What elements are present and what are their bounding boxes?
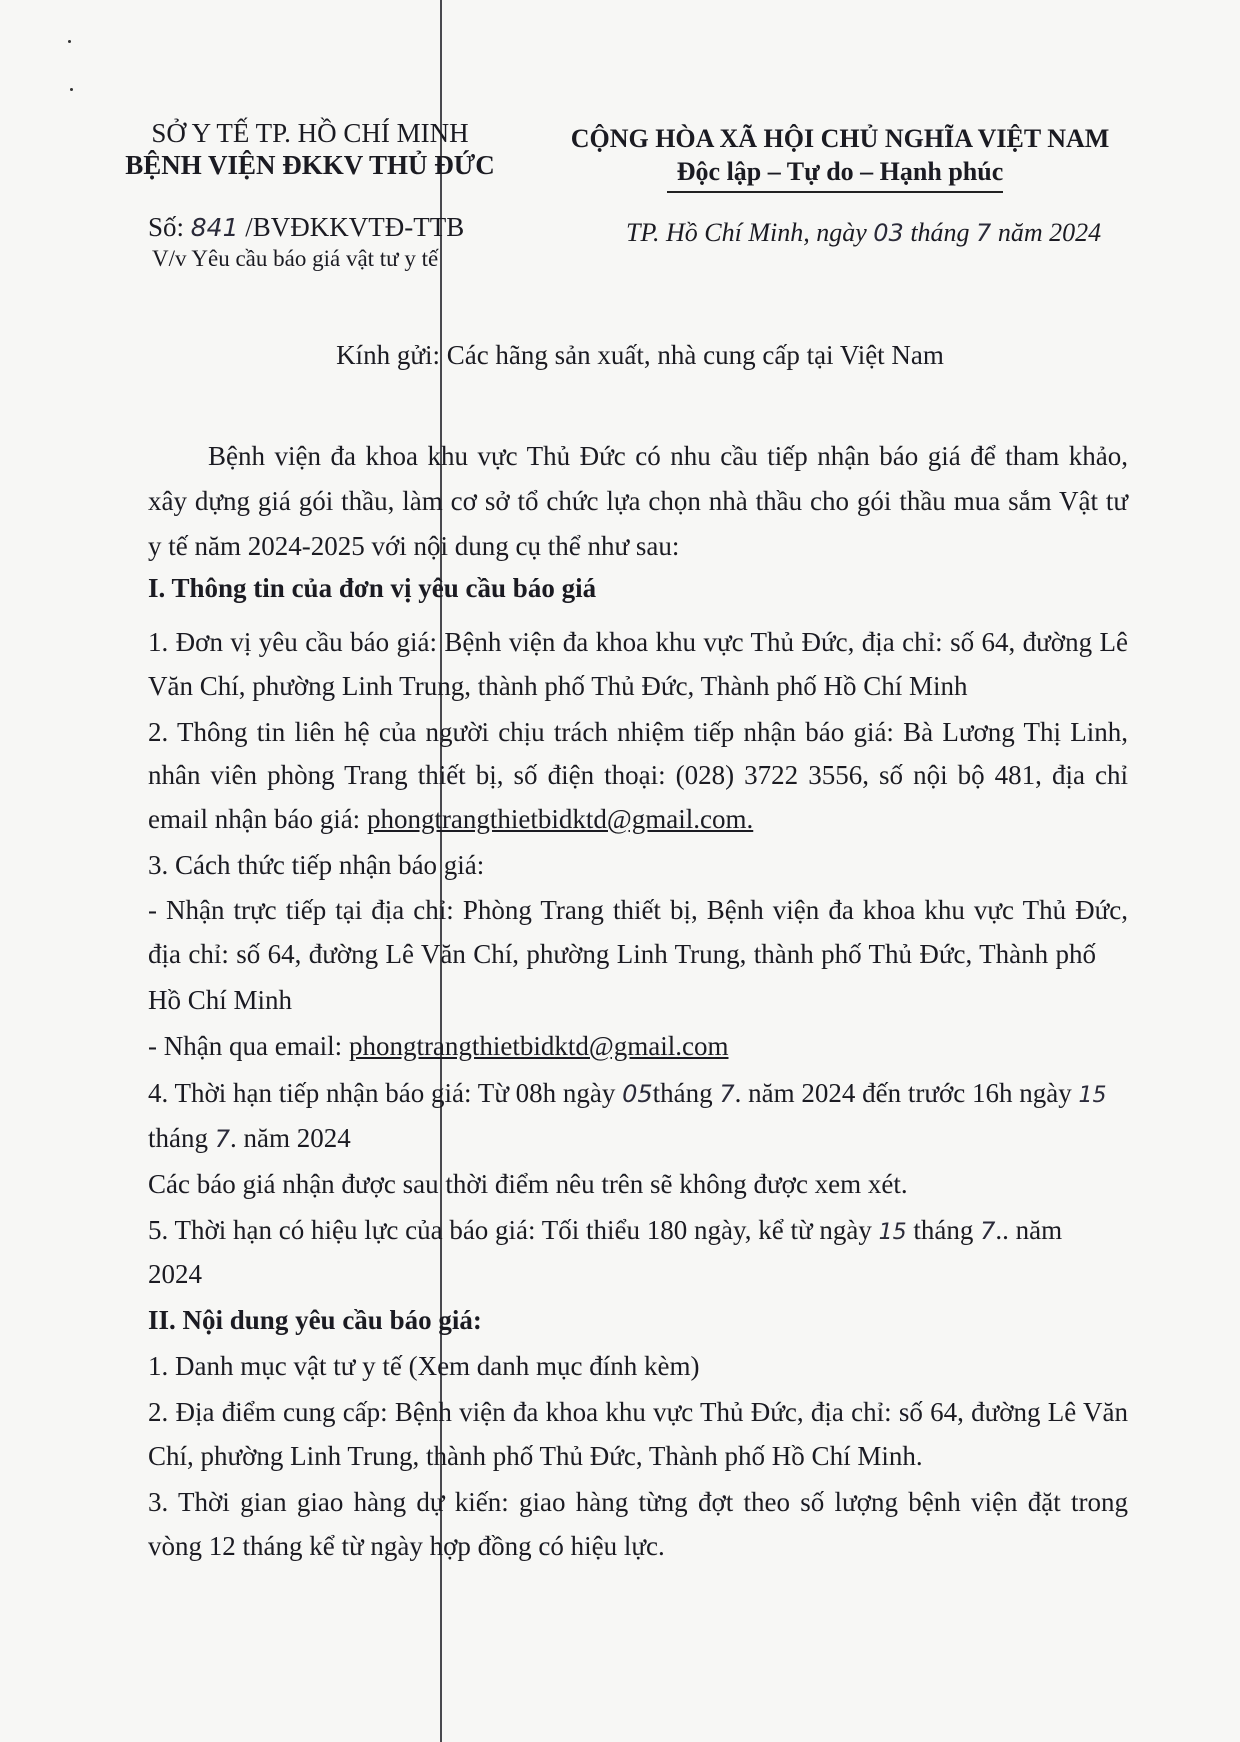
date-day-handwritten: 03	[873, 219, 904, 247]
intro-line-2: xây dựng giá gói thầu, làm cơ sở tổ chức lựa chọn nhà thầu cho gói thầu mua sắm Vật tư	[148, 486, 1128, 516]
date-month-handwritten: 7	[976, 219, 992, 247]
s1-item4-line2	[148, 1116, 1128, 1162]
number-prefix: Số:	[148, 212, 185, 242]
item5-month-handwritten: 7	[980, 1217, 996, 1245]
section-1-heading: I. Thông tin của đơn vị yêu cầu báo giá	[148, 573, 597, 603]
number-handwritten: 841	[190, 213, 239, 242]
s1-item3-direct-line1: - Nhận trực tiếp tại địa chỉ: Phòng Trang thiết bị, Bệnh viện đa khoa khu vực Thủ Đức,	[148, 895, 1128, 925]
email-label: email nhận báo giá:	[148, 804, 367, 834]
s1-item2-line1: 2. Thông tin liên hệ của người chịu trách nhiệm tiếp nhận báo giá: Bà Lương Thị Linh,	[148, 717, 1128, 747]
item5-text-c: .. năm	[995, 1215, 1063, 1245]
s1-item3-direct-line3: Hồ Chí Minh	[148, 985, 293, 1015]
number-suffix: /BVĐKKVTĐ-TTB	[245, 212, 465, 242]
item4-month1-handwritten: 7	[719, 1080, 735, 1108]
s1-item2-line3	[148, 797, 1128, 842]
department-name: SỞ Y TẾ TP. HỒ CHÍ MINH	[151, 118, 469, 148]
item5-text-b: tháng	[913, 1215, 974, 1245]
s1-item1-line2: Văn Chí, phường Linh Trung, thành phố Thủ Đức, Thành phố Hồ Chí Minh	[148, 671, 968, 701]
item4-text-b: tháng	[652, 1078, 713, 1108]
intro-line-1: Bệnh viện đa khoa khu vực Thủ Đức có nhu cầu tiếp nhận báo giá để tham khảo,	[208, 441, 1128, 471]
item4-text-d: tháng	[148, 1123, 208, 1153]
s1-item3: 3. Cách thức tiếp nhận báo giá:	[148, 850, 485, 880]
item5-day-handwritten: 15	[878, 1220, 907, 1245]
item4-text-a: 4. Thời hạn tiếp nhận báo giá: Từ 08h ngày	[148, 1078, 616, 1108]
s2-item3-line2: vòng 12 tháng kể từ ngày hợp đồng có hiệu lực.	[148, 1531, 665, 1561]
item4-month2-handwritten: 7	[214, 1125, 231, 1153]
item4-text-c: . năm 2024 đến trước 16h ngày	[734, 1078, 1072, 1108]
s2-item2-line1: 2. Địa điểm cung cấp: Bệnh viện đa khoa khu vực Thủ Đức, địa chỉ: số 64, đường Lê Văn	[148, 1397, 1128, 1427]
s1-item2-line2: nhân viên phòng Trang thiết bị, số điện thoại: (028) 3722 3556, số nội bộ 481, địa chỉ	[148, 760, 1128, 790]
date-month-label: tháng	[910, 218, 970, 247]
scan-dot	[68, 40, 71, 43]
document-number	[148, 212, 464, 243]
s1-item5-line1	[148, 1208, 1128, 1255]
nation-motto: Độc lập – Tự do – Hạnh phúc	[676, 157, 1004, 186]
s1-item4-note: Các báo giá nhận được sau thời điểm nêu trên sẽ không được xem xét.	[148, 1169, 908, 1199]
s2-item1: 1. Danh mục vật tư y tế (Xem danh mục đính kèm)	[148, 1351, 700, 1381]
item4-day2-handwritten: 15	[1078, 1083, 1107, 1108]
issue-date	[626, 218, 1101, 248]
s2-item2-line2: Chí, phường Linh Trung, thành phố Thủ Đức, Thành phố Hồ Chí Minh.	[148, 1441, 923, 1471]
date-year: năm 2024	[997, 218, 1102, 247]
contact-email-link[interactable]: phongtrangthietbidktd@gmail.com.	[366, 804, 754, 834]
email-label: - Nhận qua email:	[148, 1031, 349, 1061]
section-2-heading: II. Nội dung yêu cầu báo giá:	[148, 1305, 482, 1335]
motto-underline	[667, 191, 1003, 193]
item4-day1-handwritten: 05	[622, 1080, 653, 1108]
s1-item3-direct-line2: địa chỉ: số 64, đường Lê Văn Chí, phường Linh Trung, thành phố Thủ Đức, Thành phố	[148, 939, 1096, 969]
document-subject: V/v Yêu cầu báo giá vật tư y tế	[152, 246, 439, 271]
s2-item3-line1: 3. Thời gian giao hàng dự kiến: giao hàng từng đợt theo số lượng bệnh viện đặt trong	[148, 1487, 1128, 1517]
item4-text-e: . năm 2024	[230, 1123, 351, 1153]
s1-item3-email-line	[148, 1024, 1128, 1069]
s1-item4-line1	[148, 1071, 1128, 1118]
recipient-line: Kính gửi: Các hãng sản xuất, nhà cung cấp tại Việt Nam	[336, 340, 944, 370]
s1-item1-line1: 1. Đơn vị yêu cầu báo giá: Bệnh viện đa khoa khu vực Thủ Đức, địa chỉ: số 64, đường Lê	[148, 627, 1128, 657]
s1-item5-year: 2024	[148, 1259, 202, 1289]
scan-dot	[70, 88, 73, 91]
item5-text-a: 5. Thời hạn có hiệu lực của báo giá: Tối thiểu 180 ngày, kể từ ngày	[148, 1215, 872, 1245]
date-prefix: TP. Hồ Chí Minh, ngày	[626, 218, 867, 247]
intro-line-3: y tế năm 2024-2025 với nội dung cụ thể như sau:	[148, 531, 680, 561]
nation-title: CỘNG HÒA XÃ HỘI CHỦ NGHĨA VIỆT NAM	[570, 124, 1110, 153]
hospital-name: BỆNH VIỆN ĐKKV THỦ ĐỨC	[125, 150, 495, 180]
receive-email-link[interactable]: phongtrangthietbidktd@gmail.com	[348, 1031, 729, 1061]
